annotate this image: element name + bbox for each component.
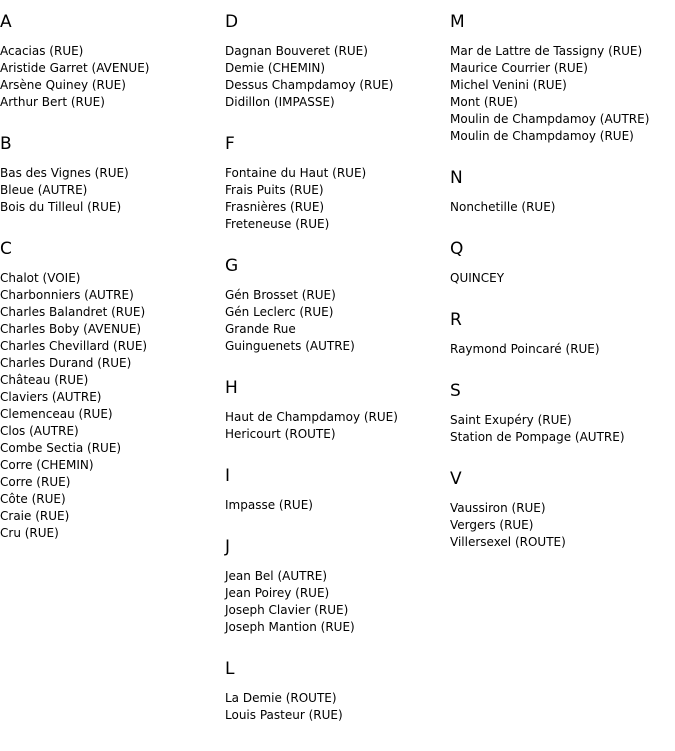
- letter-group: [225, 378, 450, 443]
- letter-group: [225, 537, 450, 636]
- street-index: [0, 12, 675, 751]
- street-list: [225, 568, 450, 636]
- street-name: Dessus Champdamoy (RUE): [225, 78, 394, 92]
- street-name: Arsène Quiney (RUE): [0, 78, 126, 92]
- street-name: Château (RUE): [0, 373, 89, 387]
- street-list: [225, 409, 450, 443]
- street-name: Craie (RUE): [0, 509, 70, 523]
- street-list: [225, 287, 450, 355]
- street-name: Saint Exupéry (RUE): [450, 413, 572, 427]
- letter-group: [225, 659, 450, 724]
- letter-heading: H: [225, 378, 238, 398]
- letter-heading: C: [0, 239, 12, 259]
- street-name: Louis Pasteur (RUE): [225, 708, 343, 722]
- street-name: Corre (CHEMIN): [0, 458, 94, 472]
- street-list: [0, 270, 225, 542]
- street-column-2: [225, 12, 450, 747]
- street-list: [450, 341, 675, 358]
- street-name: Jean Poirey (RUE): [225, 586, 330, 600]
- letter-group: [0, 239, 225, 542]
- street-list: [450, 500, 675, 551]
- letter-heading: N: [450, 168, 463, 188]
- street-name: Charbonniers (AUTRE): [0, 288, 134, 302]
- street-name: Dagnan Bouveret (RUE): [225, 44, 368, 58]
- letter-heading: L: [225, 659, 235, 679]
- letter-group: [225, 12, 450, 111]
- street-list: [450, 43, 675, 145]
- street-list: [225, 690, 450, 724]
- street-name: Arthur Bert (RUE): [0, 95, 105, 109]
- street-name: Corre (RUE): [0, 475, 71, 489]
- street-name: QUINCEY: [450, 271, 505, 285]
- street-name: Clemenceau (RUE): [0, 407, 113, 421]
- street-name: Côte (RUE): [0, 492, 66, 506]
- street-name: Demie (CHEMIN): [225, 61, 326, 75]
- street-name: Station de Pompage (AUTRE): [450, 430, 625, 444]
- street-name: Vaussiron (RUE): [450, 501, 546, 515]
- letter-heading: B: [0, 134, 12, 154]
- street-name: Gén Leclerc (RUE): [225, 305, 334, 319]
- street-name: Acacias (RUE): [0, 44, 84, 58]
- street-name: Moulin de Champdamoy (AUTRE): [450, 112, 650, 126]
- letter-heading: R: [450, 310, 462, 330]
- street-name: Combe Sectia (RUE): [0, 441, 122, 455]
- street-name: La Demie (ROUTE): [225, 691, 337, 705]
- street-name: Charles Durand (RUE): [0, 356, 132, 370]
- street-list: [225, 497, 450, 514]
- letter-group: [225, 256, 450, 355]
- street-name: Raymond Poincaré (RUE): [450, 342, 600, 356]
- street-name: Aristide Garret (AVENUE): [0, 61, 150, 75]
- street-name: Michel Venini (RUE): [450, 78, 567, 92]
- street-name: Fontaine du Haut (RUE): [225, 166, 367, 180]
- street-name: Charles Chevillard (RUE): [0, 339, 148, 353]
- street-name: Haut de Champdamoy (RUE): [225, 410, 398, 424]
- letter-heading: M: [450, 12, 465, 32]
- street-list: [225, 165, 450, 233]
- street-name: Frais Puits (RUE): [225, 183, 324, 197]
- street-name: Hericourt (ROUTE): [225, 427, 336, 441]
- street-name: Charles Balandret (RUE): [0, 305, 146, 319]
- letter-heading: D: [225, 12, 239, 32]
- street-list: [0, 165, 225, 216]
- street-name: Clos (AUTRE): [0, 424, 79, 438]
- street-name: Joseph Mantion (RUE): [225, 620, 355, 634]
- street-name: Maurice Courrier (RUE): [450, 61, 588, 75]
- letter-heading: A: [0, 12, 12, 32]
- street-name: Grande Rue: [225, 322, 296, 336]
- street-name: Claviers (AUTRE): [0, 390, 102, 404]
- street-name: Frasnières (RUE): [225, 200, 325, 214]
- street-name: Bois du Tilleul (RUE): [0, 200, 122, 214]
- street-name: Guinguenets (AUTRE): [225, 339, 355, 353]
- street-name: Cru (RUE): [0, 526, 59, 540]
- letter-group: [450, 381, 675, 446]
- street-name: Villersexel (ROUTE): [450, 535, 566, 549]
- street-name: Vergers (RUE): [450, 518, 534, 532]
- street-name: Bleue (AUTRE): [0, 183, 88, 197]
- letter-heading: F: [225, 134, 235, 154]
- street-name: Impasse (RUE): [225, 498, 313, 512]
- street-name: Didillon (IMPASSE): [225, 95, 335, 109]
- letter-heading: Q: [450, 239, 464, 259]
- letter-group: [225, 134, 450, 233]
- letter-group: [450, 310, 675, 358]
- letter-heading: V: [450, 469, 462, 489]
- street-name: Mont (RUE): [450, 95, 518, 109]
- letter-heading: G: [225, 256, 239, 276]
- letter-group: [450, 12, 675, 145]
- letter-group: [225, 466, 450, 514]
- letter-group: [450, 168, 675, 216]
- street-list: [0, 43, 225, 111]
- letter-group: [0, 12, 225, 111]
- street-column-1: [0, 12, 225, 565]
- street-name: Freteneuse (RUE): [225, 217, 330, 231]
- letter-heading: I: [225, 466, 231, 486]
- street-name: Bas des Vignes (RUE): [0, 166, 129, 180]
- street-name: Nonchetille (RUE): [450, 200, 556, 214]
- street-list: [450, 199, 675, 216]
- letter-group: [450, 469, 675, 551]
- letter-group: [450, 239, 675, 287]
- street-name: Chalot (VOIE): [0, 271, 81, 285]
- letter-heading: S: [450, 381, 461, 401]
- street-name: Gén Brosset (RUE): [225, 288, 336, 302]
- street-name: Charles Boby (AVENUE): [0, 322, 142, 336]
- street-list: [450, 270, 675, 287]
- street-name: Joseph Clavier (RUE): [225, 603, 349, 617]
- street-name: Jean Bel (AUTRE): [225, 569, 328, 583]
- letter-heading: J: [225, 537, 231, 557]
- street-list: [450, 412, 675, 446]
- street-name: Moulin de Champdamoy (RUE): [450, 129, 634, 143]
- street-list: [225, 43, 450, 111]
- street-name: Mar de Lattre de Tassigny (RUE): [450, 44, 643, 58]
- letter-group: [0, 134, 225, 216]
- street-column-3: [450, 12, 675, 574]
